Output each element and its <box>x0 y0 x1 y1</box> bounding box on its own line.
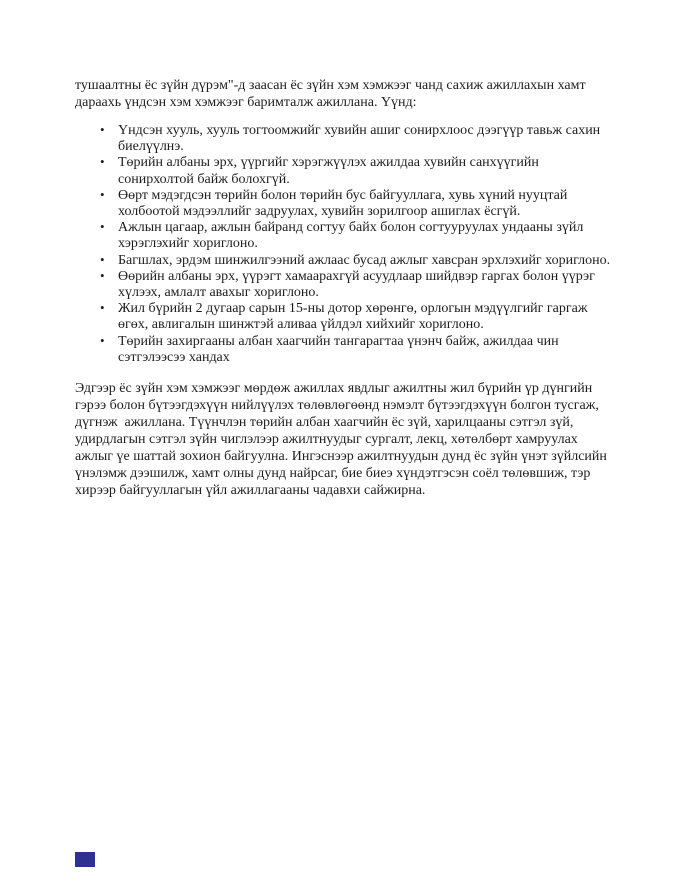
list-item <box>75 220 615 252</box>
list-item-text: Багшлах, эрдэм шинжилгээний ажлаас бусад ажлыг хавсран эрхлэхийг хориглоно. <box>118 252 611 268</box>
closing-paragraph: Эдгээр ёс зүйн хэм хэмжээг мөрдөж ажиллах явдлыг ажилтны жил бүрийн үр дүнгийн гэрээ болон бүтээгдэхүүн нийлүүлэх төлөвлөгөөнд нэмэлт бүтээгдэхүүн болгон тусгаж, дүгнэж ажиллана. Түүнчлэн төрийн албан хаагчийн ёс зүй, харилцааны сэтгэл зүй, удирдлагын сэтгэл зүйн чиглэлээр ажилтнуудыг сургалт, лекц, хөтөлбөрт хамруулах ажлыг үе шаттай зохион байгуулна. Ингэснээр ажилтнуудын дунд ёс зүйн үнэт зүйлсийн үнэлэмж дээшилж, хамт олны дунд найрсаг, бие биеэ хүндэтгэсэн соёл төлөвшиж, тэр хирээр байгууллагын үйл ажиллагааны чадавхи сайжирна. <box>75 381 611 499</box>
bullet-icon: • <box>100 122 105 137</box>
bullet-icon: • <box>100 251 105 267</box>
bullet-icon: • <box>100 219 105 235</box>
blue-rectangle-marker <box>75 852 95 867</box>
bullet-icon: • <box>100 300 105 316</box>
bullet-icon: • <box>100 154 105 170</box>
list-item <box>75 155 615 187</box>
list-item <box>75 334 615 366</box>
list-item-text: Төрийн захиргааны албан хаагчийн тангарагтаа үнэнч байж, ажилдаа чин сэтгэлээсээ хандах <box>118 333 559 365</box>
intro-paragraph: тушаалтны ёс зүйн дүрэм"-д заасан ёс зүйн хэм хэмжээг чанд сахиж ажиллахын хамт дараахь үндсэн хэм хэмжээг баримталж ажиллана. Үүнд: <box>75 78 586 110</box>
list-item <box>75 123 615 155</box>
list-item-text: Үндсэн хууль, хууль тогтоомжийг хувийн ашиг сонирхлоос дээгүүр тавьж сахин биелүүлнэ. <box>118 123 601 155</box>
list-item <box>75 301 615 333</box>
bullet-icon: • <box>100 267 105 283</box>
list-item <box>75 269 615 301</box>
list-item-text: Өөрт мэдэгдсэн төрийн болон төрийн бус байгууллага, хувь хүний нууцтай холбоотой мэдээллийг задруулах, хувийн зорилгоор ашиглах ёсгүй. <box>118 187 568 220</box>
list-item <box>75 188 615 220</box>
document-body <box>75 77 615 499</box>
list-item-text: Төрийн албаны эрх, үүргийг хэрэгжүүлэх ажилдаа хувийн санхүүгийн сонирхолтой байж болохгүй. <box>118 155 539 187</box>
bullet-icon: • <box>100 186 105 202</box>
list-item-text: Ажлын цагаар, ажлын байранд согтуу байх болон согтууруулах ундааны зүйл хэрэглэхийг хориглоно. <box>118 220 584 252</box>
bullet-icon: • <box>100 332 105 348</box>
ethics-rules-list <box>75 123 615 366</box>
list-item-text: Жил бүрийн 2 дугаар сарын 15-ны дотор хөрөнгө, орлогын мэдүүлгийг гаргаж өгөх, авлигалын шинжтэй аливаа үйлдэл хийхийг хориглоно. <box>118 301 588 333</box>
list-item-text: Өөрийн албаны эрх, үүрэгт хамаарахгүй асуудлаар шийдвэр гаргах болон үүрэг хүлээх, амлалт авахыг хориглоно. <box>118 268 595 301</box>
list-item <box>75 253 615 269</box>
